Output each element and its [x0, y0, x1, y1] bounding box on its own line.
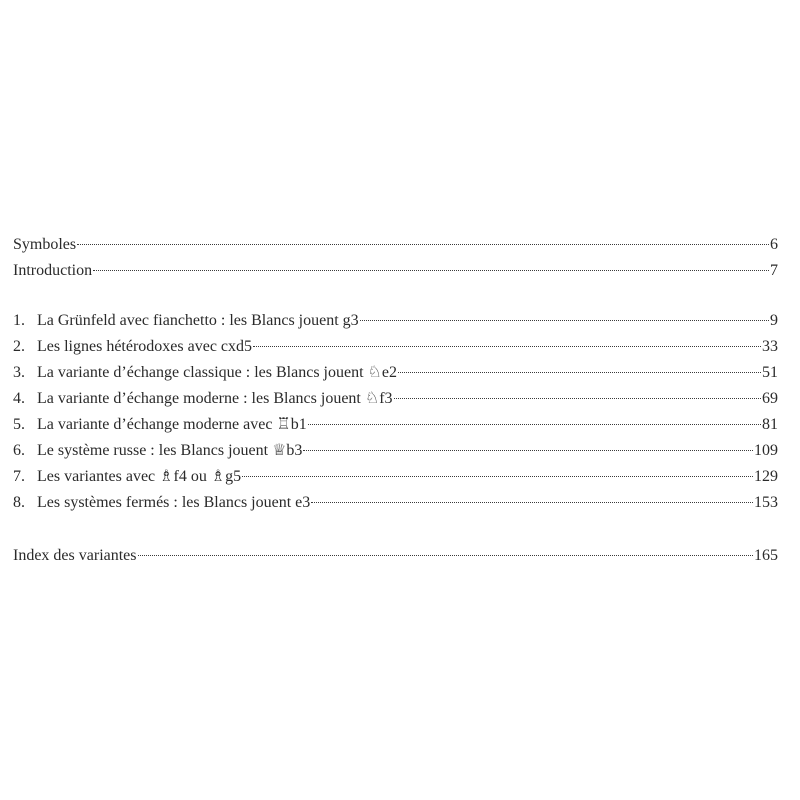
- table-of-contents: [13, 232, 778, 569]
- toc-title: Les lignes hétérodoxes avec cxd5: [37, 338, 253, 355]
- toc-page-number: 6: [770, 236, 778, 253]
- toc-page-number: 109: [754, 442, 778, 459]
- toc-title: Les variantes avec ♗f4 ou ♗g5: [37, 468, 242, 485]
- toc-entry-chapter-1: [13, 308, 778, 334]
- toc-title: Index des variantes: [13, 547, 137, 564]
- toc-title: La variante d’échange moderne : les Blancs jouent ♘f3: [37, 390, 393, 407]
- dot-leader: [253, 346, 761, 347]
- toc-page-number: 69: [762, 390, 778, 407]
- toc-page-number: 51: [762, 364, 778, 381]
- toc-entry-chapter-5: [13, 412, 778, 438]
- toc-entry-chapter-2: [13, 334, 778, 360]
- toc-entry-introduction: [13, 258, 778, 284]
- toc-title: La variante d’échange moderne avec ♖b1: [37, 416, 307, 433]
- chapter-number: 6.: [13, 442, 25, 459]
- chapter-number: 5.: [13, 416, 25, 433]
- toc-page-number: 9: [770, 312, 778, 329]
- dot-leader: [303, 450, 753, 451]
- dot-leader: [360, 320, 769, 321]
- toc-title: Les systèmes fermés : les Blancs jouent e3: [37, 494, 311, 511]
- toc-page-number: 33: [762, 338, 778, 355]
- toc-title: La variante d’échange classique : les Blancs jouent ♘e2: [37, 364, 397, 381]
- toc-entry-chapter-8: [13, 490, 778, 516]
- toc-entry-chapter-6: [13, 438, 778, 464]
- chapter-number: 8.: [13, 494, 25, 511]
- toc-page-number: 7: [770, 262, 778, 279]
- toc-page-number: 165: [754, 547, 778, 564]
- dot-leader: [308, 424, 761, 425]
- chapter-number: 3.: [13, 364, 25, 381]
- dot-leader: [394, 398, 761, 399]
- toc-title: Symboles: [13, 236, 77, 253]
- toc-entry-symboles: [13, 232, 778, 258]
- toc-page-number: 129: [754, 468, 778, 485]
- toc-page-number: 81: [762, 416, 778, 433]
- toc-title: Introduction: [13, 262, 93, 279]
- dot-leader: [93, 270, 769, 271]
- toc-entry-chapter-3: [13, 360, 778, 386]
- dot-leader: [311, 502, 753, 503]
- toc-entry-chapter-4: [13, 386, 778, 412]
- toc-title: La Grünfeld avec fianchetto : les Blancs jouent g3: [37, 312, 359, 329]
- dot-leader: [138, 555, 753, 556]
- chapter-number: 2.: [13, 338, 25, 355]
- chapter-number: 1.: [13, 312, 25, 329]
- toc-page-number: 153: [754, 494, 778, 511]
- toc-entry-index: [13, 543, 778, 569]
- dot-leader: [242, 476, 753, 477]
- chapter-number: 7.: [13, 468, 25, 485]
- toc-title: Le système russe : les Blancs jouent ♕b3: [37, 442, 303, 459]
- toc-entry-chapter-7: [13, 464, 778, 490]
- dot-leader: [77, 244, 769, 245]
- chapter-number: 4.: [13, 390, 25, 407]
- dot-leader: [398, 372, 761, 373]
